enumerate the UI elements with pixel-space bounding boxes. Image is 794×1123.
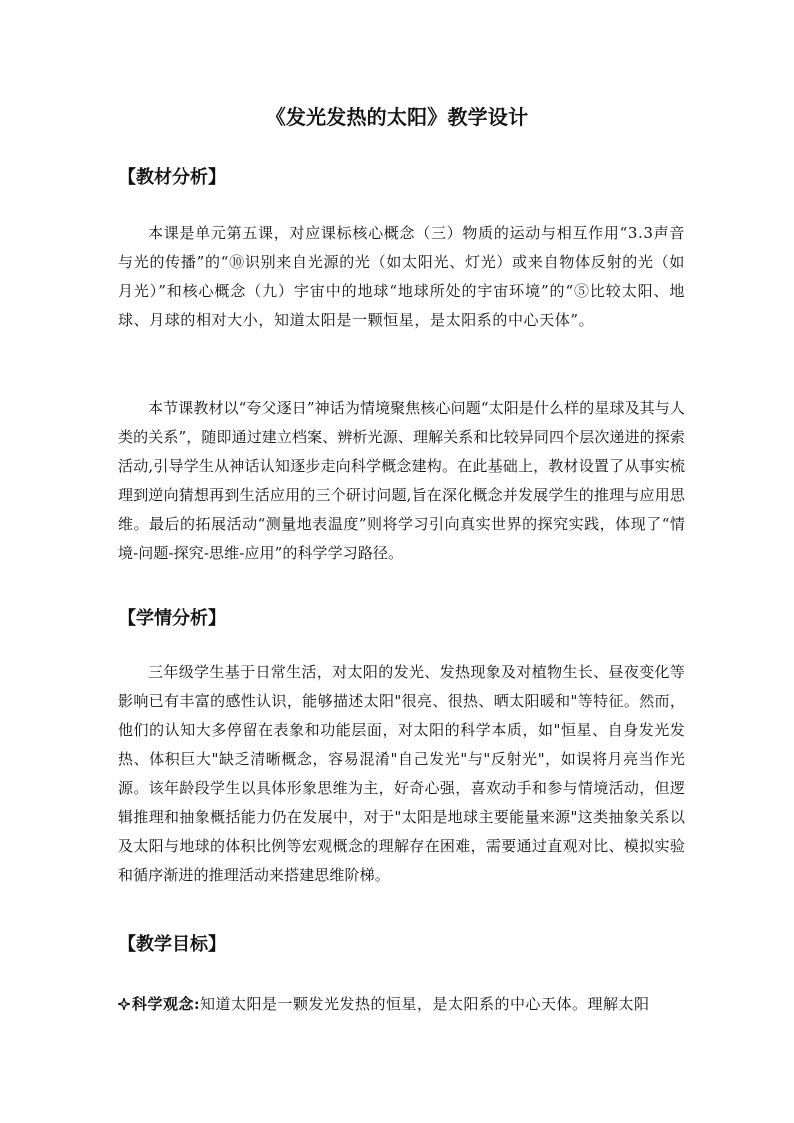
material-analysis-paragraph-2: 本节课教材以“夸父逐日”神话为情境聚焦核心问题“太阳是什么样的星球及其与人类的关系”，随即通过建立档案、辨析光源、理解关系和比较异同四个层次递进的探索活动,引导学生从神话认知逐步走向科学概念建构。在此基础上，教材设置了从事实梳理到逆向猜想再到生活应用的三个研讨问题,旨在深化概念并发展学生的推理与应用思维。最后的拓展活动“测量地表温度”则将学习引向真实世界的探究实践，体现了“情境-问题-探究-思维-应用”的科学学习路径。: [118, 399, 685, 562]
student-analysis-paragraph: 三年级学生基于日常生活，对太阳的发光、发热现象及对植物生长、昼夜变化等影响已有丰富的感性认识，能够描述太阳"很亮、很热、晒太阳暖和"等特征。然而，他们的认知大多停留在表象和功能层面，对太阳的科学本质，如"恒星、自身发光发热、体积巨大"缺乏清晰概念，容易混淆"自己发光"与"反射光"，如误将月亮当作光源。该年龄段学生以具体形象思维为主，好奇心强，喜欢动手和参与情境活动，但逻辑推理和抽象概括能力仍在发展中，对于"太阳是地球主要能量来源"这类抽象关系以及太阳与地球的体积比例等宏观概念的理解存在困难，需要通过直观对比、模拟实验和循序渐进的推理活动来搭建思维阶梯。: [118, 663, 685, 884]
objective-item-label: 科学观念:: [132, 995, 201, 1013]
four-pointed-star-icon: [118, 998, 130, 1010]
objective-item-science-concept: [118, 990, 685, 1019]
objective-item-text: 知道太阳是一颗发光发热的恒星，是太阳系的中心天体。理解太阳: [200, 995, 650, 1013]
document-title: 《发光发热的太阳》教学设计: [265, 105, 529, 129]
material-analysis-paragraph-1: 本课是单元第五课，对应课标核心概念（三）物质的运动与相互作用“3.3声音与光的传播”的“⑩识别来自光源的光（如太阳光、灯光）或来自物体反射的光（如月光）”和核心概念（九）宇宙中的地球“地球所处的宇宙环境”的“⑤比较太阳、地球、月球的相对大小，知道太阳是一颗恒星，是太阳系的中心天体”。: [118, 224, 685, 329]
section-heading-material-analysis: 【教材分析】: [118, 167, 226, 188]
section-heading-student-analysis: 【学情分析】: [118, 608, 226, 629]
section-heading-teaching-objectives: 【教学目标】: [118, 934, 226, 955]
